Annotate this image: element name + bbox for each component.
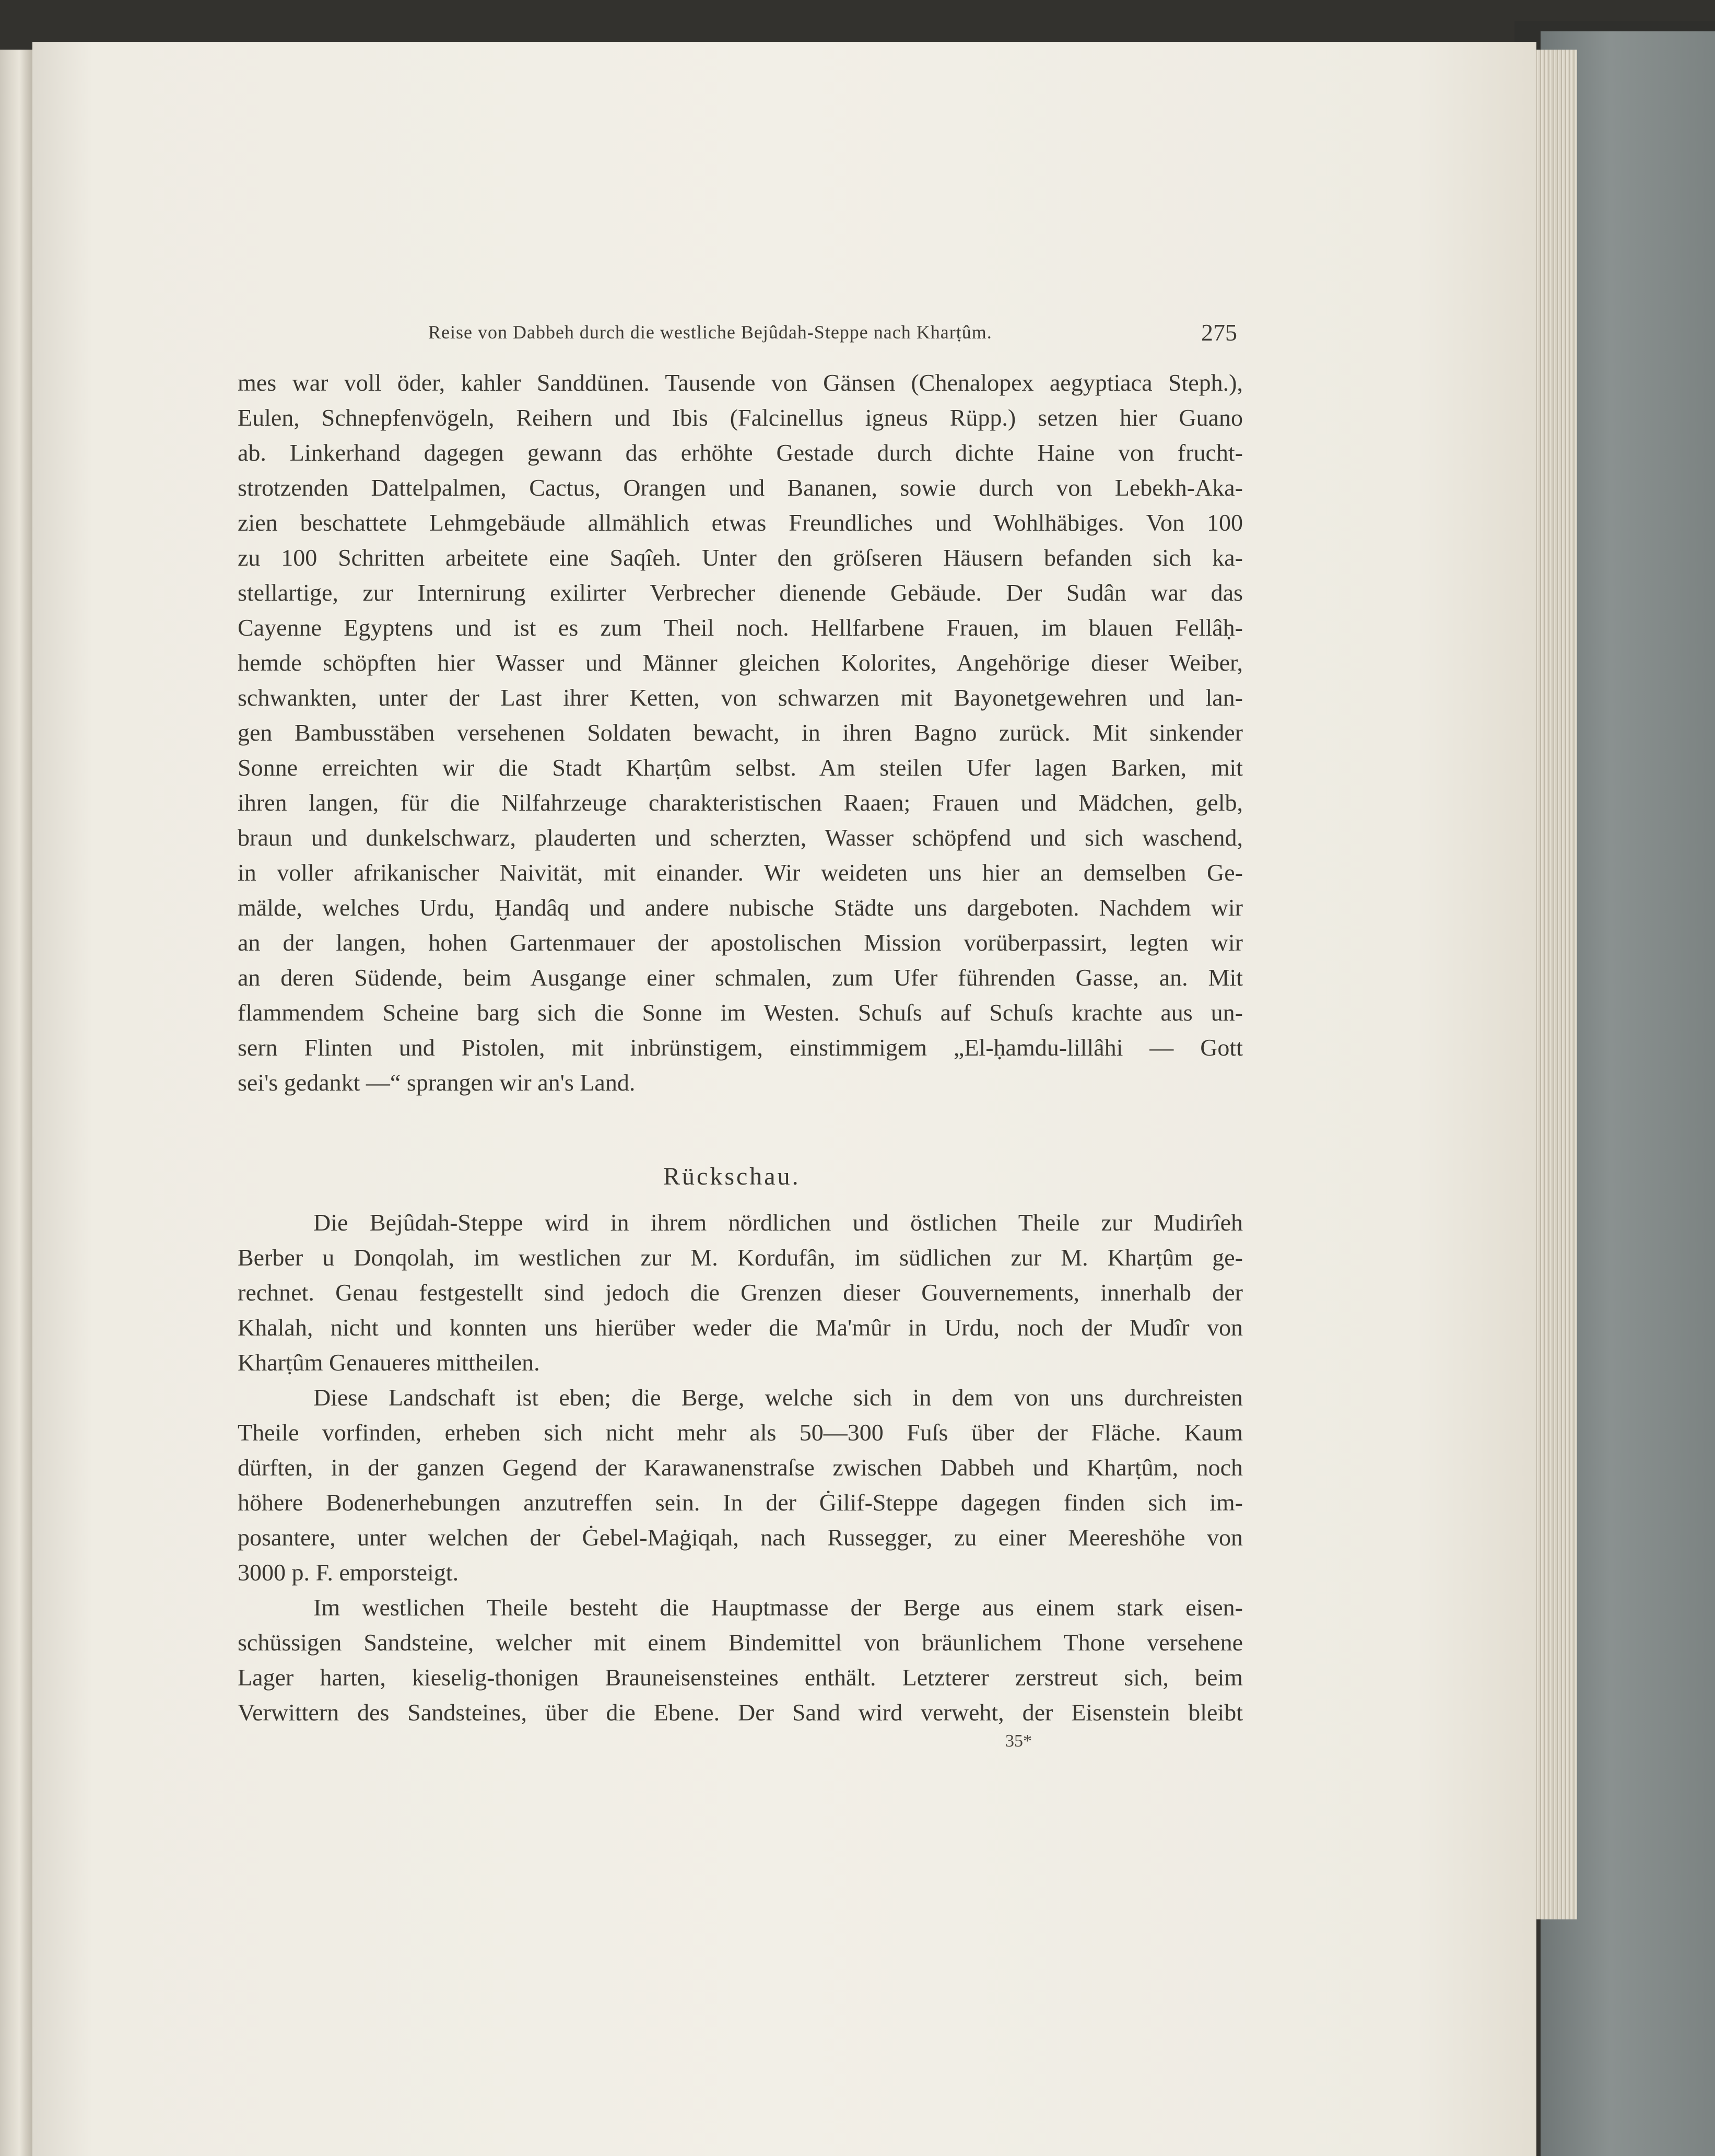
text-line: Lager harten, kieselig-thonigen Brauneisensteines enthält. Letzterer zerstreut sich, beim (238, 1664, 1243, 1691)
text-line: strotzenden Dattelpalmen, Cactus, Orangen und Bananen, sowie durch von Lebekh-Aka- (238, 474, 1243, 501)
text-line: sei's gedankt —“ sprangen wir an's Land. (238, 1069, 636, 1096)
text-line: Verwittern des Sandsteines, über die Ebene. Der Sand wird verweht, der Eisenstein bleibt (238, 1699, 1243, 1726)
text-line: Diese Landschaft ist eben; die Berge, welche sich in dem von uns durchreisten (313, 1384, 1243, 1411)
page-number: 275 (1201, 319, 1237, 346)
text-line: braun und dunkelschwarz, plauderten und scherzten, Wasser schöpfend und sich waschend, (238, 824, 1243, 851)
text-line: hemde schöpften hier Wasser und Männer gleichen Kolorites, Angehörige dieser Weiber, (238, 649, 1243, 676)
text-line: posantere, unter welchen der Ġebel-Maġiqah, nach Russegger, zu einer Meereshöhe von (238, 1524, 1243, 1551)
text-line: dürften, in der ganzen Gegend der Karawanenstraſse zwischen Dabbeh und Kharṭûm, noch (238, 1454, 1243, 1481)
text-line: Khalah, nicht und konnten uns hierüber weder die Ma'mûr in Urdu, noch der Mudîr von (238, 1314, 1243, 1341)
text-line: stellartige, zur Internirung exilirter Verbrecher dienende Gebäude. Der Sudân war das (238, 579, 1243, 606)
text-line: flammendem Scheine barg sich die Sonne im Westen. Schuſs auf Schuſs krachte aus un- (238, 999, 1243, 1026)
text-line: an der langen, hohen Gartenmauer der apostolischen Mission vorüberpassirt, legten wir (238, 929, 1243, 956)
page-block-edges (1530, 50, 1577, 1919)
text-line: Im westlichen Theile besteht die Hauptmasse der Berge aus einem stark eisen- (313, 1594, 1243, 1621)
text-line: gen Bambusstäben versehenen Soldaten bewacht, in ihren Bagno zurück. Mit sinkender (238, 719, 1243, 746)
text-line: mälde, welches Urdu, Ḫandâq und andere nubische Städte uns dargeboten. Nachdem wir (238, 894, 1243, 921)
text-line: höhere Bodenerhebungen anzutreffen sein. In der Ġilif-Steppe dagegen finden sich im- (238, 1489, 1243, 1516)
text-line: zien beschattete Lehmgebäude allmählich etwas Freundliches und Wohlhäbiges. Von 100 (238, 509, 1243, 536)
text-line: Die Bejûdah-Steppe wird in ihrem nördlichen und östlichen Theile zur Mudirîeh (313, 1209, 1243, 1236)
text-line: 3000 p. F. emporsteigt. (238, 1559, 459, 1586)
running-head: Reise von Dabbeh durch die westliche Bejûdah-Steppe nach Kharṭûm. (428, 322, 992, 343)
book-page (32, 42, 1536, 2156)
text-line: zu 100 Schritten arbeitete eine Saqîeh. Unter den gröſseren Häusern befanden sich ka- (238, 544, 1243, 571)
text-line: schüssigen Sandsteine, welcher mit einem Bindemittel von bräunlichem Thone versehene (238, 1629, 1243, 1656)
text-line: an deren Südende, beim Ausgange einer schmalen, zum Ufer führenden Gasse, an. Mit (238, 964, 1243, 991)
text-line: ab. Linkerhand dagegen gewann das erhöhte Gestade durch dichte Haine von frucht- (238, 439, 1243, 466)
signature-mark: 35* (1005, 1731, 1032, 1751)
text-line: in voller afrikanischer Naivität, mit einander. Wir weideten uns hier an demselben Ge- (238, 859, 1243, 886)
text-line: rechnet. Genau festgestellt sind jedoch die Grenzen dieser Gouvernements, innerhalb der (238, 1279, 1243, 1306)
text-line: Eulen, Schnepfenvögeln, Reihern und Ibis (Falcinellus igneus Rüpp.) setzen hier Guano (238, 404, 1243, 431)
text-line: ihren langen, für die Nilfahrzeuge charakteristischen Raaen; Frauen und Mädchen, gelb, (238, 789, 1243, 816)
text-line: Kharṭûm Genaueres mittheilen. (238, 1349, 540, 1376)
text-line: Theile vorfinden, erheben sich nicht mehr als 50—300 Fuſs über der Fläche. Kaum (238, 1419, 1243, 1446)
section-title: Rückschau. (663, 1163, 801, 1190)
text-line: schwankten, unter der Last ihrer Ketten, von schwarzen mit Bayonetgewehren und lan- (238, 684, 1243, 711)
text-line: Sonne erreichten wir die Stadt Kharṭûm selbst. Am steilen Ufer lagen Barken, mit (238, 754, 1243, 781)
facing-page-edge (0, 50, 32, 2156)
text-line: Cayenne Egyptens und ist es zum Theil noch. Hellfarbene Frauen, im blauen Fellâḥ- (238, 614, 1243, 641)
text-line: sern Flinten und Pistolen, mit inbrünstigem, einstimmigem „El-ḥamdu-lillâhi — Gott (238, 1034, 1243, 1061)
text-line: mes war voll öder, kahler Sanddünen. Tausende von Gänsen (Chenalopex aegyptiaca Steph.), (238, 369, 1243, 396)
text-line: Berber u Donqolah, im westlichen zur M. Kordufân, im südlichen zur M. Kharṭûm ge- (238, 1244, 1243, 1271)
